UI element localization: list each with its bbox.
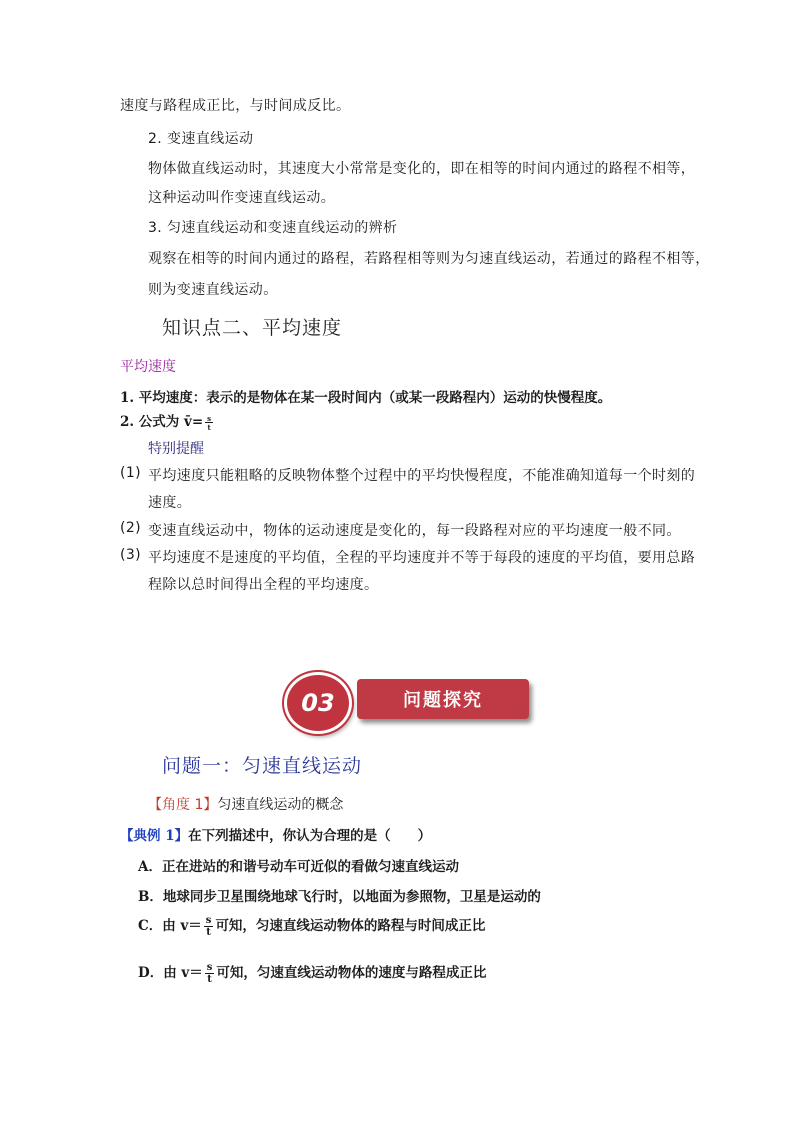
angle-line	[148, 794, 343, 814]
notice-label: 特别提醒	[148, 441, 204, 457]
text-line: 则为变速直线运动。	[148, 282, 278, 298]
question-title: 问题一：匀速直线运动	[162, 755, 363, 777]
option-d-fraction	[205, 963, 215, 985]
knowledge-point-heading: 知识点二、平均速度	[162, 317, 343, 339]
subheading-variable-motion: 2. 变速直线运动	[148, 131, 254, 147]
formula-denominator: t	[207, 422, 211, 432]
fraction-denominator: t	[207, 973, 212, 985]
example-line	[120, 824, 431, 844]
text-line: 速度与路程成正比，与时间成反比。	[120, 98, 351, 114]
option-c-fraction	[204, 916, 214, 938]
fraction-denominator: t	[206, 926, 211, 938]
option-c[interactable]	[138, 914, 485, 938]
note-marker: (2)	[120, 520, 142, 536]
note-marker: (1)	[120, 465, 142, 481]
option-b[interactable]: B．地球同步卫星围绕地球飞行时，以地面为参照物，卫星是运动的	[138, 889, 541, 905]
avg-speed-label: 平均速度	[120, 359, 176, 375]
formula-numerator: s	[207, 413, 212, 423]
note-text: 平均速度不是速度的平均值，全程的平均速度并不等于每段的速度的平均值，要用总路	[148, 550, 696, 566]
note-text: 平均速度只能粗略的反映物体整个过程中的平均快慢程度，不能准确知道每一个时刻的	[148, 468, 696, 484]
note-text: 变速直线运动中，物体的运动速度是变化的，每一段路程对应的平均速度一般不同。	[148, 523, 681, 539]
fraction-numerator: s	[206, 961, 213, 973]
option-d-prefix: D．由 v＝	[138, 965, 203, 981]
option-c-suffix: 可知，匀速直线运动物体的路程与时间成正比	[215, 918, 486, 934]
formula-lhs: v̄=	[184, 414, 204, 430]
section-number-badge: 03	[284, 672, 352, 734]
definition-line: 1. 平均速度：表示的是物体在某一段时间内（或某一段路程内）运动的快慢程度。	[120, 390, 612, 406]
example-question: 在下列描述中，你认为合理的是（ ）	[188, 828, 432, 844]
option-d[interactable]	[138, 961, 486, 985]
formula-fraction	[205, 415, 213, 431]
note-text: 程除以总时间得出全程的平均速度。	[148, 577, 379, 593]
fraction-numerator: s	[205, 914, 212, 926]
section-title-banner: 问题探究	[357, 679, 529, 719]
text-line: 物体做直线运动时，其速度大小常常是变化的，即在相等的时间内通过的路程不相等，	[148, 161, 696, 177]
note-text: 速度。	[148, 495, 192, 511]
option-c-prefix: C．由 v＝	[138, 918, 202, 934]
angle-text: 匀速直线运动的概念	[217, 797, 344, 813]
text-line: 这种运动叫作变速直线运动。	[148, 190, 336, 206]
formula-line	[120, 410, 215, 431]
option-a[interactable]: A．正在进站的和谐号动车可近似的看做匀速直线运动	[138, 859, 459, 875]
option-d-suffix: 可知，匀速直线运动物体的速度与路程成正比	[216, 965, 487, 981]
example-tag: 【典例 1】	[120, 828, 189, 844]
subheading-distinction: 3. 匀速直线运动和变速直线运动的辨析	[148, 220, 398, 236]
text-line: 观察在相等的时间内通过的路程，若路程相等则为匀速直线运动，若通过的路程不相等，	[148, 251, 710, 267]
angle-tag: 【角度 1】	[148, 797, 218, 813]
note-marker: (3)	[120, 547, 142, 563]
formula-prefix: 2. 公式为	[120, 414, 184, 430]
